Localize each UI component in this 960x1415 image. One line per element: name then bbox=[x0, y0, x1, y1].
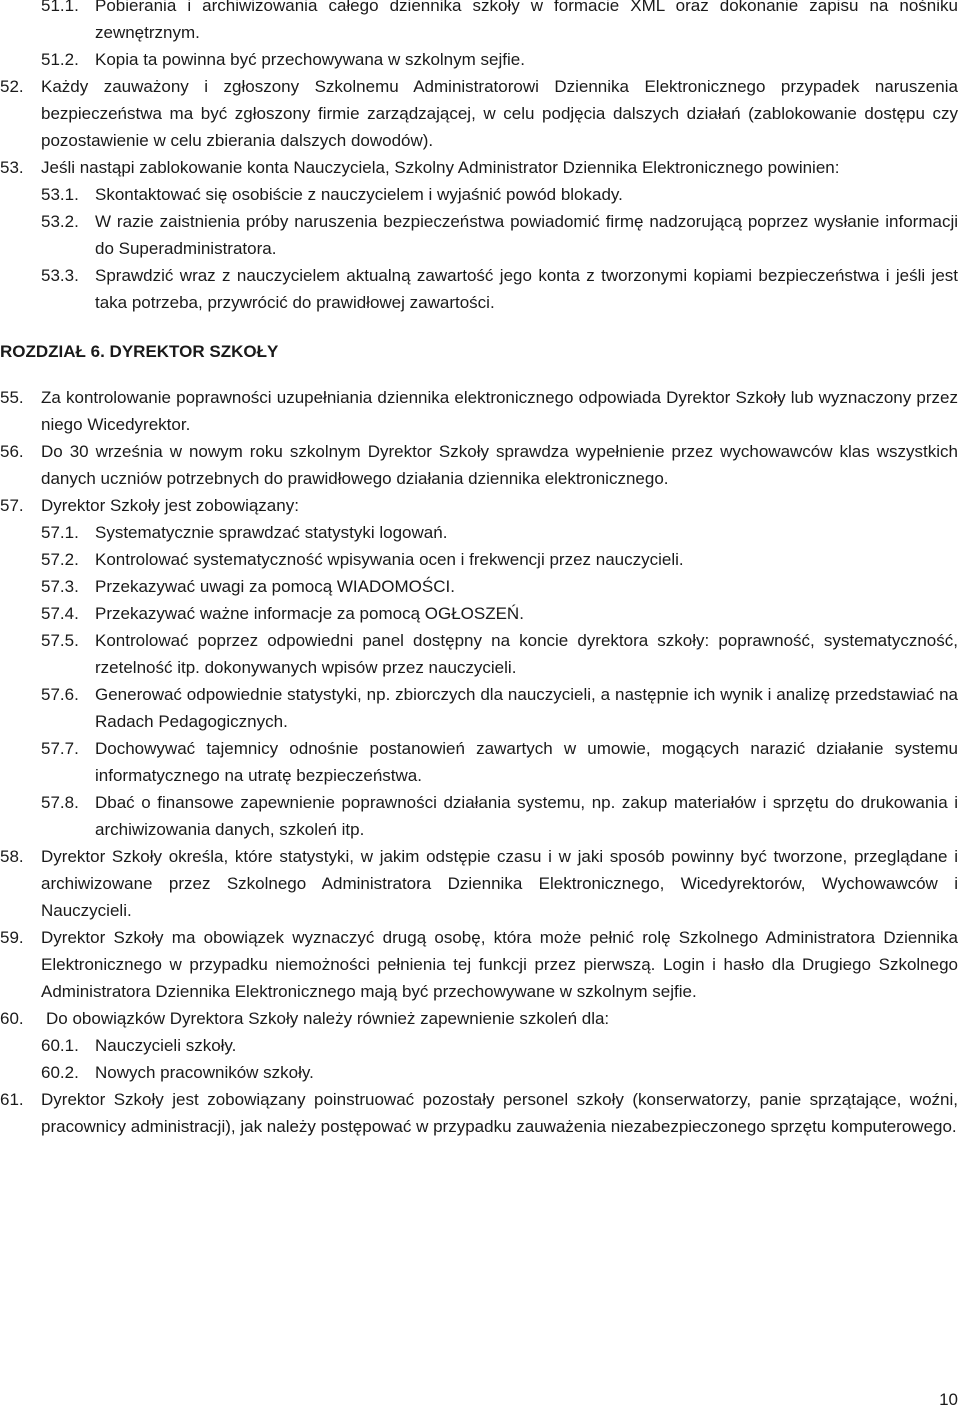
item-text: Przekazywać ważne informacje za pomocą OGŁOSZEŃ. bbox=[95, 604, 524, 623]
item-number: 57.4. bbox=[41, 604, 79, 623]
list-item-57-3 bbox=[0, 573, 960, 600]
chapter-heading: ROZDZIAŁ 6. DYREKTOR SZKOŁY bbox=[0, 342, 279, 361]
list-item-57-8 bbox=[0, 789, 960, 843]
item-text: Generować odpowiednie statystyki, np. zbiorczych dla nauczycieli, a następnie ich wynik i analizę przedstawiać na Radach Pedagogicznych. bbox=[95, 685, 958, 731]
page-number: 10 bbox=[939, 1390, 958, 1409]
item-number: 57. bbox=[0, 496, 24, 515]
item-text: Do obowiązków Dyrektora Szkoły należy również zapewnienie szkoleń dla: bbox=[46, 1009, 610, 1028]
list-item-61 bbox=[0, 1086, 960, 1140]
list-item-57-7 bbox=[0, 735, 960, 789]
item-number: 60.2. bbox=[41, 1063, 79, 1082]
item-text: Kopia ta powinna być przechowywana w szkolnym sejfie. bbox=[95, 50, 525, 69]
item-number: 51.2. bbox=[41, 50, 79, 69]
list-item-59 bbox=[0, 924, 960, 1005]
item-text: Jeśli nastąpi zablokowanie konta Nauczyciela, Szkolny Administrator Dziennika Elektronicznego powinien: bbox=[41, 158, 840, 177]
item-text: Dyrektor Szkoły ma obowiązek wyznaczyć drugą osobę, która może pełnić rolę Szkolnego Administratora Dziennika Elektronicznego w przypadku niemożności pełnienia tej funkcji przez pierwszą. Login i hasło dla Drugiego Szkolnego Administratora Dziennika Elektronicznego mają być przechowywane w szkolnym sejfie. bbox=[41, 928, 958, 1001]
list-item-57-4 bbox=[0, 600, 960, 627]
list-item-53-2 bbox=[0, 208, 960, 262]
item-number: 57.8. bbox=[41, 793, 79, 812]
item-number: 52. bbox=[0, 77, 24, 96]
item-number: 59. bbox=[0, 928, 24, 947]
list-item-58 bbox=[0, 843, 960, 924]
list-item-60-1 bbox=[0, 1032, 960, 1059]
item-number: 53.2. bbox=[41, 212, 79, 231]
item-number: 57.3. bbox=[41, 577, 79, 596]
list-item-57 bbox=[0, 492, 960, 519]
item-number: 56. bbox=[0, 442, 24, 461]
item-text: Systematycznie sprawdzać statystyki logowań. bbox=[95, 523, 448, 542]
item-text: Dyrektor Szkoły określa, które statystyki, w jakim odstępie czasu i w jaki sposób powinny być tworzone, przeglądane i archiwizowane przez Szkolnego Administratora Dziennika Elektronicznego, Wicedyrektorów, Wychowawców i Nauczycieli. bbox=[41, 847, 958, 920]
item-text: Dyrektor Szkoły jest zobowiązany poinstruować pozostały personel szkoły (konserwatorzy, panie sprzątające, woźni, pracownicy administracji), jak należy postępować w przypadku zauważenia niezabezpieczonego sprzętu komputerowego. bbox=[41, 1090, 958, 1136]
list-item-53-1 bbox=[0, 181, 960, 208]
item-number: 60.1. bbox=[41, 1036, 79, 1055]
item-text: Dyrektor Szkoły jest zobowiązany: bbox=[41, 496, 299, 515]
list-item-51-2 bbox=[0, 46, 960, 73]
item-number: 53. bbox=[0, 158, 24, 177]
list-item-51-1 bbox=[0, 0, 960, 46]
item-number: 51.1. bbox=[41, 0, 79, 15]
item-text: Za kontrolowanie poprawności uzupełniania dziennika elektronicznego odpowiada Dyrektor Szkoły lub wyznaczony przez niego Wicedyrektor. bbox=[41, 388, 958, 434]
item-number: 60. bbox=[0, 1009, 24, 1028]
item-text: Przekazywać uwagi za pomocą WIADOMOŚCI. bbox=[95, 577, 455, 596]
list-item-57-1 bbox=[0, 519, 960, 546]
list-item-60 bbox=[0, 1005, 960, 1032]
item-number: 55. bbox=[0, 388, 24, 407]
item-number: 57.6. bbox=[41, 685, 79, 704]
list-item-57-2 bbox=[0, 546, 960, 573]
list-item-52 bbox=[0, 73, 960, 154]
item-text: Kontrolować systematyczność wpisywania ocen i frekwencji przez nauczycieli. bbox=[95, 550, 684, 569]
item-number: 61. bbox=[0, 1090, 24, 1109]
list-item-57-5 bbox=[0, 627, 960, 681]
item-number: 57.7. bbox=[41, 739, 79, 758]
item-text: Kontrolować poprzez odpowiedni panel dostępny na koncie dyrektora szkoły: poprawność, systematyczność, rzetelność itp. dokonywanych wpisów przez nauczycieli. bbox=[95, 631, 958, 677]
list-item-56 bbox=[0, 438, 960, 492]
item-text: Pobierania i archiwizowania całego dziennika szkoły w formacie XML oraz dokonanie zapisu na nośniku zewnętrznym. bbox=[95, 0, 958, 42]
item-number: 58. bbox=[0, 847, 24, 866]
item-number: 53.1. bbox=[41, 185, 79, 204]
item-number: 53.3. bbox=[41, 266, 79, 285]
list-item-57-6 bbox=[0, 681, 960, 735]
item-number: 57.5. bbox=[41, 631, 79, 650]
item-text: Nauczycieli szkoły. bbox=[95, 1036, 237, 1055]
item-text: Nowych pracowników szkoły. bbox=[95, 1063, 314, 1082]
item-text: W razie zaistnienia próby naruszenia bezpieczeństwa powiadomić firmę nadzorującą poprzez wysłanie informacji do Superadministratora. bbox=[95, 212, 958, 258]
list-item-53 bbox=[0, 154, 960, 181]
item-text: Dochowywać tajemnicy odnośnie postanowień zawartych w umowie, mogących narazić działanie systemu informatycznego na utratę bezpieczeństwa. bbox=[95, 739, 958, 785]
item-text: Do 30 września w nowym roku szkolnym Dyrektor Szkoły sprawdza wypełnienie przez wychowawców klas wszystkich danych uczniów potrzebnych do prawidłowego działania dziennika elektronicznego. bbox=[41, 442, 958, 488]
list-item-53-3 bbox=[0, 262, 960, 316]
list-item-60-2 bbox=[0, 1059, 960, 1086]
item-number: 57.1. bbox=[41, 523, 79, 542]
item-text: Dbać o finansowe zapewnienie poprawności działania systemu, np. zakup materiałów i sprzętu do drukowania i archiwizowania danych, szkoleń itp. bbox=[95, 793, 958, 839]
list-item-55 bbox=[0, 384, 960, 438]
item-text: Sprawdzić wraz z nauczycielem aktualną zawartość jego konta z tworzonymi kopiami bezpieczeństwa i jeśli jest taka potrzeba, przywrócić do prawidłowej zawartości. bbox=[95, 266, 958, 312]
item-text: Każdy zauważony i zgłoszony Szkolnemu Administratorowi Dziennika Elektronicznego przypadek naruszenia bezpieczeństwa ma być zgłoszony firmie zarządzającej, w celu podjęcia dalszych działań (zablokowanie dostępu czy pozostawienie w celu zbierania dalszych dowodów). bbox=[41, 77, 958, 150]
item-text: Skontaktować się osobiście z nauczycielem i wyjaśnić powód blokady. bbox=[95, 185, 623, 204]
item-number: 57.2. bbox=[41, 550, 79, 569]
